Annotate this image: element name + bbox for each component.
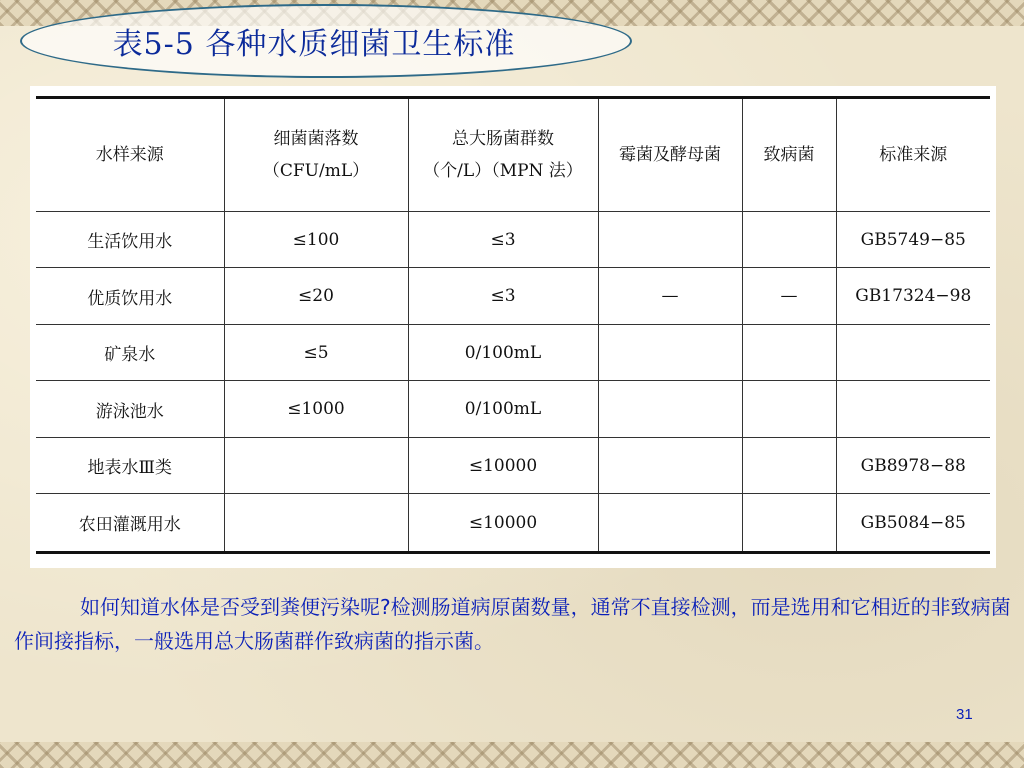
table-cell: 0/100mL — [408, 324, 598, 380]
table-cell — [742, 494, 836, 553]
table-cell: GB5084−85 — [836, 494, 990, 553]
table-row — [36, 212, 990, 268]
table-cell — [598, 381, 742, 437]
slide-title: 表5-5 各种水质细菌卫生标准 — [112, 27, 516, 62]
table-row — [36, 324, 990, 380]
table-cell — [224, 437, 408, 493]
table-cell — [742, 437, 836, 493]
table-cell: 游泳池水 — [36, 381, 224, 437]
table-cell: ≤20 — [224, 268, 408, 324]
table-cell: 生活饮用水 — [36, 212, 224, 268]
table-cell: 优质饮用水 — [36, 268, 224, 324]
header-cell: 致病菌 — [742, 98, 836, 212]
table-cell: ≤10000 — [408, 494, 598, 553]
table-cell: 矿泉水 — [36, 324, 224, 380]
table-cell — [742, 324, 836, 380]
table-image — [30, 86, 996, 568]
table-cell: 0/100mL — [408, 381, 598, 437]
table-cell: 农田灌溉用水 — [36, 494, 224, 553]
decorative-border-bottom — [0, 742, 1024, 768]
table-cell: ≤1000 — [224, 381, 408, 437]
table-cell — [742, 381, 836, 437]
header-cell: 水样来源 — [36, 98, 224, 212]
page-number: 31 — [956, 706, 973, 723]
table-cell: ≤3 — [408, 268, 598, 324]
table-cell — [836, 381, 990, 437]
table-cell: ≤100 — [224, 212, 408, 268]
header-cell: 细菌菌落数 （CFU/mL） — [224, 98, 408, 212]
table-cell: GB17324−98 — [836, 268, 990, 324]
water-quality-standards-table — [36, 96, 990, 554]
table-header-row — [36, 98, 990, 212]
table-cell — [742, 212, 836, 268]
header-cell: 标准来源 — [836, 98, 990, 212]
table-row — [36, 268, 990, 324]
table-cell: — — [742, 268, 836, 324]
table-row — [36, 494, 990, 553]
table-cell — [598, 212, 742, 268]
table-cell: ≤3 — [408, 212, 598, 268]
table-cell — [598, 494, 742, 553]
table-cell: — — [598, 268, 742, 324]
table-cell — [598, 324, 742, 380]
table-cell: ≤10000 — [408, 437, 598, 493]
table-cell — [836, 324, 990, 380]
table-cell — [224, 494, 408, 553]
header-cell: 总大肠菌群数 （个/L）（MPN 法） — [408, 98, 598, 212]
table-cell: ≤5 — [224, 324, 408, 380]
table-cell: GB8978−88 — [836, 437, 990, 493]
table-cell: GB5749−85 — [836, 212, 990, 268]
table-cell — [598, 437, 742, 493]
table-cell: 地表水Ⅲ类 — [36, 437, 224, 493]
body-paragraph: 如何知道水体是否受到粪便污染呢?检测肠道病原菌数量，通常不直接检测，而是选用和它相近的非致病菌作间接指标，一般选用总大肠菌群作致病菌的指示菌。 — [14, 595, 1011, 653]
header-cell: 霉菌及酵母菌 — [598, 98, 742, 212]
table-row — [36, 437, 990, 493]
table-row — [36, 381, 990, 437]
title-oval — [20, 4, 632, 78]
